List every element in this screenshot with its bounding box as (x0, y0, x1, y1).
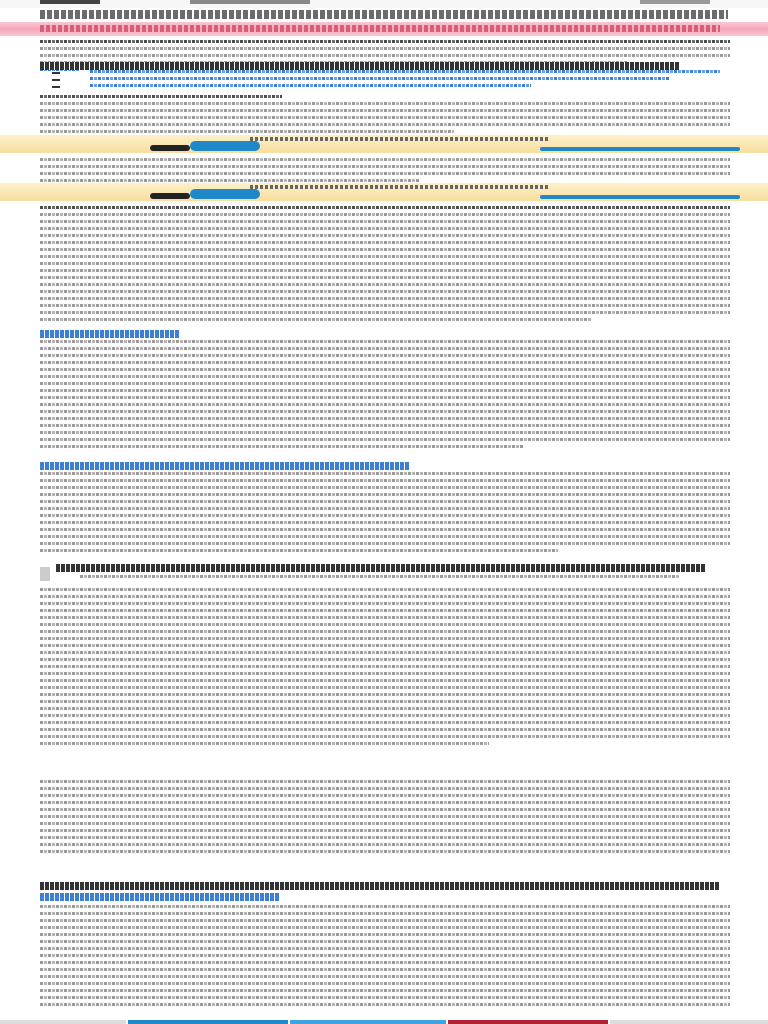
share-button[interactable] (0, 1020, 126, 1024)
subheading (40, 462, 410, 470)
breadcrumb[interactable] (40, 0, 100, 4)
section-heading (40, 882, 720, 890)
breadcrumb-category[interactable] (190, 0, 310, 4)
article-body (40, 780, 730, 857)
article-body (40, 340, 730, 452)
share-button[interactable] (448, 1020, 608, 1024)
share-button[interactable] (610, 1020, 768, 1024)
paragraph (40, 158, 730, 186)
subheading (40, 893, 280, 901)
banner-image[interactable] (0, 135, 768, 153)
top-link[interactable] (640, 0, 710, 4)
article-body (40, 472, 730, 556)
list-bullet (52, 79, 60, 81)
article-body (40, 206, 730, 325)
quote-marker (40, 567, 50, 581)
link-list[interactable] (90, 70, 720, 91)
quote-subtext (80, 575, 680, 582)
paragraph (40, 95, 730, 137)
title-banner (0, 22, 768, 36)
share-button[interactable] (290, 1020, 446, 1024)
page-title (0, 9, 768, 21)
subheading (40, 330, 180, 338)
quote-heading (56, 564, 706, 572)
share-button[interactable] (128, 1020, 288, 1024)
article-body (40, 588, 730, 749)
section-heading (40, 62, 680, 70)
article-body (40, 905, 730, 1010)
list-bullet (52, 86, 60, 88)
banner-image[interactable] (0, 183, 768, 201)
list-bullet (52, 72, 60, 74)
share-bar (0, 1020, 768, 1024)
top-bar (0, 0, 768, 8)
